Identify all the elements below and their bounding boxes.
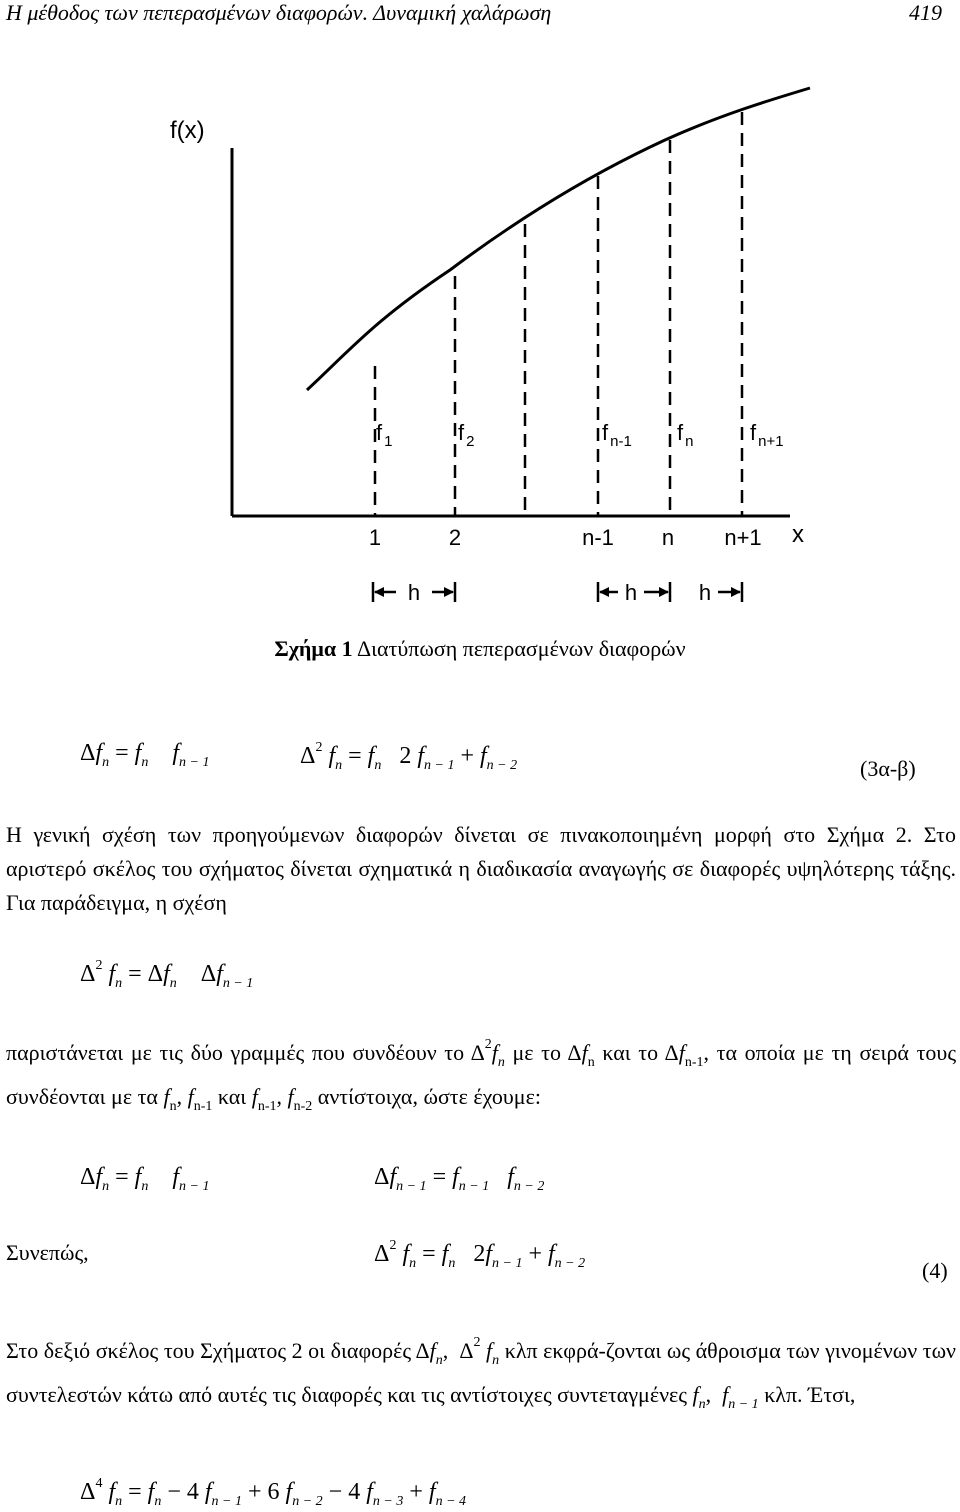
- equation-4: $\Delta^2$ $f_n = f_n$ $2f_{n - 1} + f_{n - 2}$: [374, 1238, 586, 1271]
- equation-3b: $\Delta^2$ $f_n = f_n$ 2 $f_{n - 1} + f_{n - 2}$: [300, 740, 518, 773]
- paragraph-3: Στο δεξιό σκέλος του Σχήματος 2 οι διαφορές $\Delta f_n$, $\Delta^2$ $f_n$ κλπ εκφρά-ζονται ως άθροισμα των γινομένων των συντελεστών κάτω από αυτές τις διαφορές και τις αντίστοιχες συντεταγμένες $f_n$, $f_{n - 1}$ κλπ. Έτσι,: [6, 1335, 956, 1412]
- x-tick-n+1: n+1: [724, 525, 762, 550]
- h-label-1: h: [407, 580, 421, 605]
- x-tick-n: n: [661, 525, 675, 550]
- h-marker-3: [699, 580, 742, 605]
- finite-differences-figure: [0, 0, 960, 620]
- function-curve: [307, 88, 810, 390]
- x-axis-label: x: [792, 521, 804, 548]
- h-marker-2: [598, 580, 670, 605]
- caption-number: Σχήμα 1: [274, 636, 353, 661]
- figure-caption: [0, 636, 960, 662]
- f-label-n: f $_n$: [677, 420, 694, 450]
- f-label-1: f $_1$: [376, 420, 393, 450]
- running-header: Η μέθοδος των πεπερασμένων διαφορών. Δυναμική χαλάρωση: [6, 0, 552, 25]
- page-number: 419: [909, 0, 942, 25]
- paragraph-2: παριστάνεται με τις δύο γραμμές που συνδέουν το $\Delta^2f_n$ με το $\Delta f_n$ και το $\Delta f_{n-1}$, τα οποία με τη σειρά τους συνδέονται με τα $f_n$, $f_{n-1}$ και $f_{n-1}$, $f_{n-2}$ αντίστοιχα, ώστε έχουμε:: [6, 1037, 957, 1114]
- f-label-n-1: f $_{n-1}$: [602, 420, 632, 450]
- equation-first-diff-n-1: $\Delta f_{n - 1} = f_{n - 1}$ $f_{n - 2}$: [374, 1164, 545, 1194]
- equation-4-number: (4): [922, 1258, 948, 1283]
- f-label-n+1: f $_{n+1}$: [750, 420, 784, 450]
- equation-first-diff-n: $\Delta f_n = f_n$ $f_{n - 1}$: [80, 1164, 210, 1194]
- equation-3-number: (3α-β): [860, 756, 916, 781]
- paragraph-1: Η γενική σχέση των προηγούμενων διαφορών δίνεται σε πινακοποιημένη μορφή στο Σχήμα 2. Στο αριστερό σκέλος του σχήματος δίνεται σχηματικά η διαδικασία αναγωγής σε διαφορές υψηλότερης τάξης. Για παράδειγμα, η σχέση: [6, 822, 956, 915]
- h-marker-1: [373, 580, 455, 605]
- equation-fourth-diff: $\Delta^4$ $f_n = f_n - 4$ $f_{n - 1} + 6$ $f_{n - 2} - 4$ $f_{n - 3} + f_{n - 4}$: [80, 1476, 467, 1509]
- x-tick-2: 2: [448, 525, 462, 550]
- x-tick-1: 1: [368, 525, 382, 550]
- equation-3a: $\Delta f_n = f_n$ $f_{n - 1}$: [80, 740, 210, 770]
- y-axis-label: f(x): [170, 117, 205, 144]
- caption-text: Διατύπωση πεπερασμένων διαφορών: [356, 636, 686, 661]
- f-label-2: f $_2$: [458, 420, 475, 450]
- h-label-2: h: [624, 580, 638, 605]
- consequently-label: Συνεπώς,: [6, 1240, 89, 1265]
- x-tick-n-1: n-1: [582, 525, 614, 550]
- h-label-3: h: [698, 580, 712, 605]
- equation-second-diff: $\Delta^2$ $f_n = \Delta f_n$ $\Delta f_{n - 1}$: [80, 958, 254, 991]
